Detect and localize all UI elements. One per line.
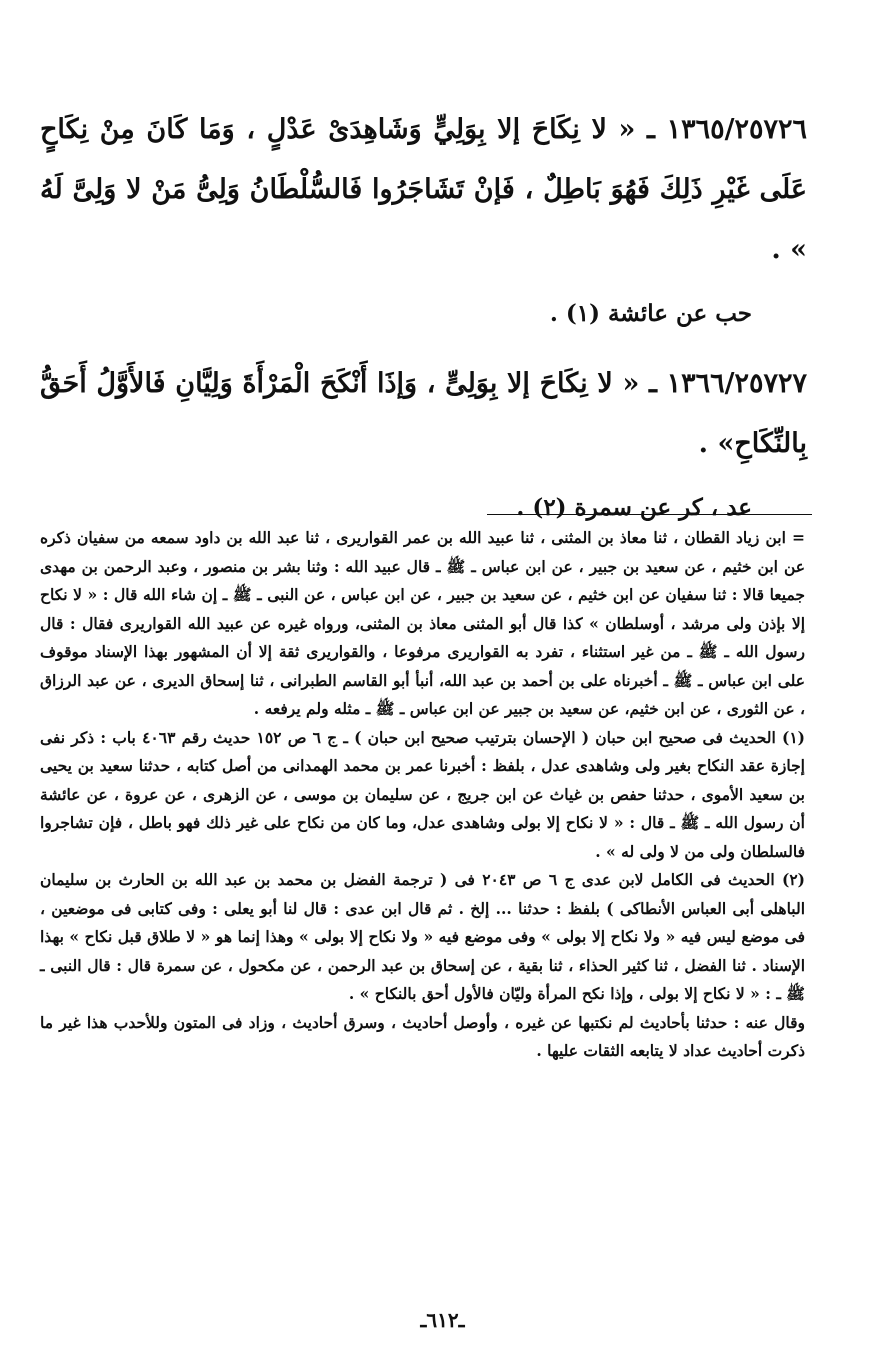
hadith-source: عد ، كر عن سمرة (٢) .: [516, 494, 752, 521]
footnote-1: (١) الحديث فى صحيح ابن حبان ( الإحسان بترتيب صحيح ابن حبان ) ـ ج ٦ ص ١٥٢ حديث رقم ٤٠٦٣ باب : ذكر نفى إجازة عقد النكاح بغير ولى وشاهدى عدل ، بلفظ : أخبرنا عمر بن محمد الهمدانى من أصل كتابه ، حدثنا سعيد بن يحيى بن سعيد الأموى ، حدثنا حفص بن غياث عن ابن جريج ، عن سليمان بن موسى ، عن الزهرى ، عن عروة ، عن عائشة أن رسول الله ـ ﷺ ـ قال : « لا نكاح إلا بولى وشاهدى عدل، وما كان من نكاح على غير ذلك فهو باطل ، فإن تشاجروا فالسلطان ولى من لا ولى له » .: [40, 727, 805, 861]
footnote-continuation: = ابن زياد القطان ، ثنا معاذ بن المثنى ، ثنا عبيد الله بن عمر القواريرى ، ثنا عبد الله بن داود سمعه من سفيان ذكره عن ابن خثيم ، عن سعيد بن جبير ، عن ابن عباس ـ ﷺ ـ قال عبيد الله : وثنا بشر بن منصور ، وعبد الرحمن بن مهدى جميعا قالا : ثنا سفيان عن ابن خثيم ، عن سعيد بن جبير ، عن ابن عباس ، عن النبى ـ ﷺ ـ إن شاء الله قال : « لا نكاح إلا بإذن ولى مرشد ، أوسلطان » كذا قال أبو المثنى معاذ بن المثنى، ورواه غيره عن عبيد الله القواريرى فقال : قال رسول الله ـ ﷺ ـ من غير استثناء ، تفرد به القواريرى مرفوعا ، والقواريرى ثقة إلا أن المشهور بهذا الإسناد موقوف على ابن عباس ـ ﷺ ـ أخبرناه على بن أحمد بن عبد الله، أنبأ أبو القاسم الطبرانى ، ثنا إسحاق الديرى ، عن عبد الرزاق ، عن الثورى ، عن ابن خثيم، عن سعيد بن جبير عن ابن عباس ـ ﷺ ـ مثله ولم يرفعه .: [40, 528, 805, 718]
footnote-2: (٢) الحديث فى الكامل لابن عدى ج ٦ ص ٢٠٤٣ فى ( ترجمة الفضل بن محمد بن عبد الله بن الحارث بن سليمان الباهلى أبى العباس الأنطاكى ) بلفظ : حدثنا ... إلخ . ثم قال ابن عدى : قال لنا أبو يعلى : وفى كتابى فى موضعين ، فى موضع ليس فيه « ولا نكاح إلا بولى » وفى موضع فيه « ولا نكاح إلا بولى » وهذا إنما هو « لا طلاق قبل نكاح » بهذا الإسناد . ثنا الفضل ، ثنا كثير الحذاء ، ثنا بقية ، عن إسحاق بن عبد الرحمن ، عن مكحول ، عن سمرة قال : قال النبى ـ ﷺ ـ : « لا نكاح إلا بولى ، وإذا نكح المرأة وليّان فالأول أحق بالنكاح » .: [40, 870, 806, 1003]
hadith-number: ١٣٦٦/٢٥٧٢٧: [666, 368, 807, 399]
footnote-divider: [487, 514, 812, 515]
page-number: ـ٦١٢ـ: [420, 1308, 465, 1332]
footnotes: [40, 524, 805, 1066]
hadith-text: ـ « لا نِكَاحَ إلا بِوَلِيٍّ وَشَاهِدَىْ عَدْلٍ ، وَمَا كَانَ مِنْ نِكَاحٍ عَلَى غَيْرِ ذَلِكَ فَهُوَ بَاطِلٌ ، فَإنْ تَشَاجَرُوا فَالسُّلْطَانُ وَلِىُّ مَنْ لا وَلِىَّ لَهُ » .: [40, 114, 807, 265]
hadith-1: [40, 100, 807, 280]
main-text: [40, 100, 807, 548]
footnote-2-continued: وقال عنه : حدثنا بأحاديث لم نكتبها عن غيره ، وأوصل أحاديث ، وسرق أحاديث ، وزاد فى المتون وللأحدب هذا غير ما ذكرت أحاديث عداد لا يتابعه الثقات عليها .: [40, 1012, 805, 1060]
hadith-text: ـ « لا نِكَاحَ إلا بِوَلِىٍّ ، وَإذَا أَنْكَحَ الْمَرْأَةَ وَلِيَّانِ فَالأَوَّلُ أَحَقُّ بِالنِّكَاحِ» .: [40, 368, 807, 459]
hadith-2: [40, 354, 807, 474]
hadith-number: ١٣٦٥/٢٥٧٢٦: [666, 114, 807, 145]
hadith-source: حب عن عائشة (١) .: [549, 300, 752, 327]
